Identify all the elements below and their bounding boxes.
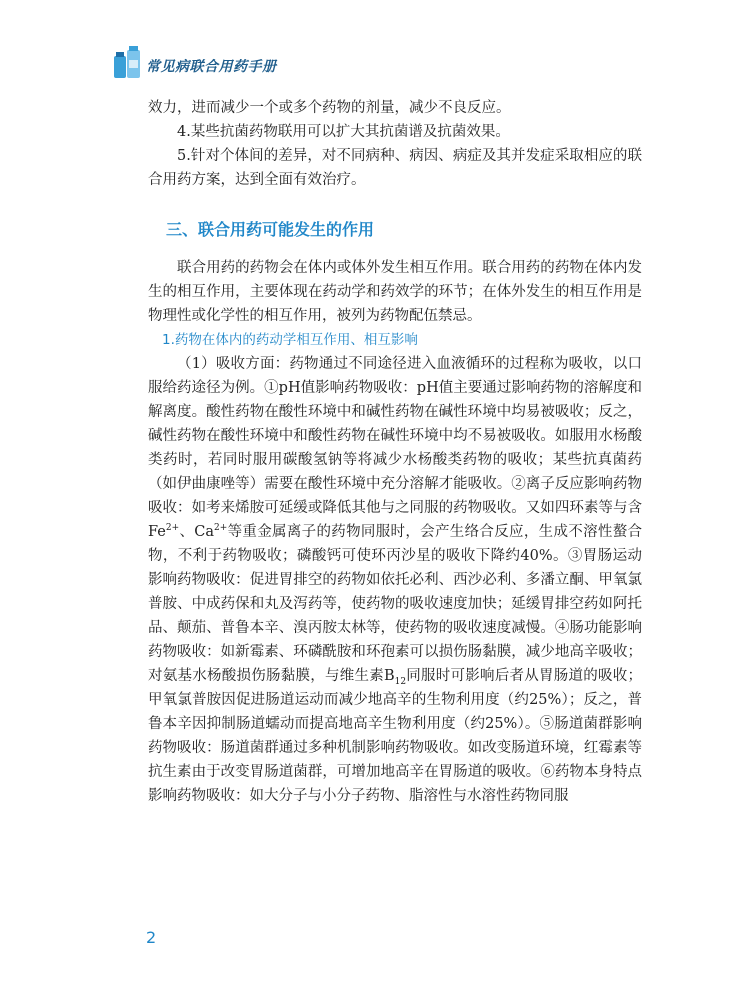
absorption-paragraph bbox=[148, 352, 642, 808]
section-heading: 三、联合用药可能发生的作用 bbox=[166, 220, 375, 239]
book-title: 常见病联合用药手册 bbox=[146, 59, 277, 75]
list-item-4: 4.某些抗菌药物联用可以扩大其抗菌谱及抗菌效果。 bbox=[177, 124, 510, 140]
sub-heading: 1.药物在体内的药动学相互作用、相互影响 bbox=[162, 332, 418, 348]
page-content bbox=[148, 96, 642, 808]
body-text-2: 、Ca bbox=[179, 524, 215, 540]
page-number: 2 bbox=[146, 928, 157, 947]
body-text-1: （1）吸收方面：药物通过不同途径进入血液循环的过程称为吸收，以口服给药途径为例。①pH值影响药物吸收：pH值主要通过影响药物的溶解度和解离度。酸性药物在酸性环境中和碱性药物在碱性环境中均易被吸收；反之，碱性药物在酸性环境中和酸性药物在碱性环境中均不易被吸收。如服用水杨酸类药时，若同时服用碳酸氢钠等将减少水杨酸类药物的吸收；某些抗真菌药（如伊曲康唑等）需要在酸性环境中充分溶解才能吸收。②离子反应影响药物吸收：如考来烯胺可延缓或降低其他与之同服的药物吸收。又如四环素等与含Fe bbox=[148, 356, 642, 540]
running-header bbox=[112, 44, 412, 84]
superscript-ca-charge: 2+ bbox=[214, 523, 228, 534]
pill-bottles-icon bbox=[112, 44, 142, 80]
section-intro-paragraph: 联合用药的药物会在体内或体外发生相互作用。联合用药的药物在体内发生的相互作用，主要体现在药动学和药效学的环节；在体外发生的相互作用是物理性或化学性的相互作用，被列为药物配伍禁忌。 bbox=[148, 260, 642, 324]
body-text-3: 等重金属离子的药物同服时，会产生络合反应，生成不溶性螯合物，不利于药物吸收；磷酸钙可使环丙沙星的吸收下降约40%。③胃肠运动影响药物吸收：促进胃排空的药物如依托必利、西沙必利、多潘立酮、甲氧氯普胺、中成药保和丸及泻药等，使药物的吸收速度加快；延缓胃排空药如阿托品、颠茄、普鲁本辛、溴丙胺太林等，使药物的吸收速度减慢。④肠功能影响药物吸收：如新霉素、环磷酰胺和环孢素可以损伤肠黏膜，减少地高辛吸收；对氨基水杨酸损伤肠黏膜，与维生素B bbox=[148, 524, 643, 684]
list-item-5: 5.针对个体间的差异，对不同病种、病因、病症及其并发症采取相应的联合用药方案，达到全面有效治疗。 bbox=[148, 148, 642, 188]
subscript-b12: 12 bbox=[394, 676, 407, 687]
paragraph-continued: 效力，进而减少一个或多个药物的剂量，减少不良反应。 bbox=[148, 100, 511, 116]
superscript-fe-charge: 2+ bbox=[165, 523, 180, 534]
body-text-4: 同服时可影响后者从胃肠道的吸收；甲氧氯普胺因促进肠道运动而减少地高辛的生物利用度（约25%）；反之，普鲁本辛因抑制肠道蠕动而提高地高辛生物利用度（约25%）。⑤肠道菌群影响药物吸收：肠道菌群通过多种机制影响药物吸收。如改变肠道环境，红霉素等抗生素由于改变胃肠道菌群，可增加地高辛在胃肠道的吸收。⑥药物本身特点影响药物吸收：如大分子与小分子药物、脂溶性与水溶性药物同服 bbox=[148, 668, 643, 804]
